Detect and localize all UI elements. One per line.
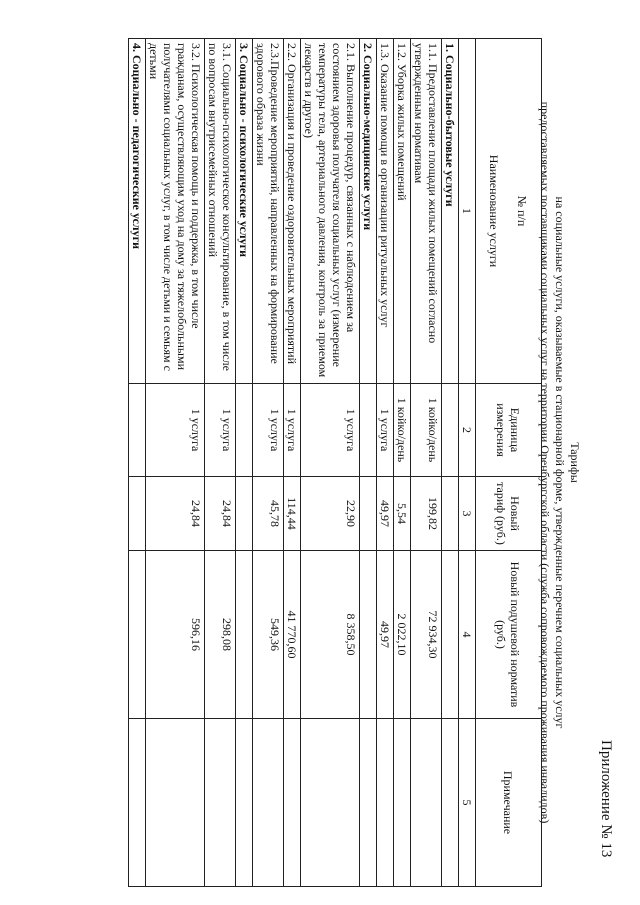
norm-cell: 72 934,30 — [411, 551, 442, 719]
service-name-cell: 4. Социально - педагогические услуги — [129, 39, 146, 384]
unit-cell: 1 услуга — [253, 384, 284, 477]
tariff-cell — [129, 477, 146, 551]
tariff-cell — [236, 477, 253, 551]
header-num: № п/п — [515, 195, 530, 227]
service-name-cell: 1. Социально-бытовые услуги — [442, 39, 459, 384]
unit-cell: 1 услуга — [146, 384, 205, 477]
note-cell — [360, 719, 377, 887]
section-row — [236, 39, 253, 887]
note-cell — [284, 719, 301, 887]
norm-cell: 596,16 — [146, 551, 205, 719]
heading-subtitle-1: на социальные услуги, оказываемые в стационарной форме, утвержденные перечнем социальных услуг — [553, 196, 567, 729]
service-name-cell: 2. Социально-медицинские услуги — [360, 39, 377, 384]
col-number: 4 — [459, 551, 476, 719]
note-cell — [205, 719, 236, 887]
service-name-cell: 2.3.Проведение мероприятий, направленных на формирование здорового образа жизни — [253, 39, 284, 384]
norm-cell — [129, 551, 146, 719]
note-cell — [146, 719, 205, 887]
table-row — [205, 39, 236, 887]
section-row — [129, 39, 146, 887]
unit-cell: 1 услуга — [377, 384, 394, 477]
tariff-cell: 24,84 — [146, 477, 205, 551]
tariffs-table — [128, 38, 542, 887]
service-name-cell: 2.1. Выполнение процедур, связанных с наблюдением за состоянием здоровья получателя социальных услуг (измерение температуры тела, артериального давления, контроль за приемом лекарств и другое) — [301, 39, 360, 384]
norm-cell: 298,08 — [205, 551, 236, 719]
note-cell — [301, 719, 360, 887]
annex-title: Приложение № 13 — [598, 740, 614, 858]
col-number: 1 — [459, 39, 476, 384]
col-number: 3 — [459, 477, 476, 551]
note-cell — [129, 719, 146, 887]
unit-cell: 1 услуга — [205, 384, 236, 477]
norm-cell — [360, 551, 377, 719]
service-name-cell: 3.2. Психологическая помощь и поддержка, в том числе гражданам, осуществляющим уход на дому за тяжелобольными получателями социальных услуг, в том числе детьми и семьям с детьми — [146, 39, 205, 384]
tariff-cell: 5,54 — [394, 477, 411, 551]
norm-cell — [442, 551, 459, 719]
table-row — [411, 39, 442, 887]
document-heading — [537, 40, 582, 885]
table-row — [284, 39, 301, 887]
norm-cell: 8 358,50 — [301, 551, 360, 719]
note-cell — [236, 719, 253, 887]
norm-cell: 549,36 — [253, 551, 284, 719]
note-cell — [442, 719, 459, 887]
tariff-cell — [442, 477, 459, 551]
heading-subtitle-2: предоставляемых поставщиками социальных услуг на территории Оренбургской области (служба сопровождаемого проживания инвалидов) — [538, 101, 552, 824]
table-body — [129, 39, 459, 887]
header-unit: Единица измерения — [476, 384, 542, 477]
service-name-cell: 1.2. Уборка жилых помещений — [394, 39, 411, 384]
tariff-cell: 24,84 — [205, 477, 236, 551]
unit-cell — [360, 384, 377, 477]
tariff-cell: 22,90 — [301, 477, 360, 551]
tariff-cell — [360, 477, 377, 551]
tariff-cell: 199,82 — [411, 477, 442, 551]
service-name-cell: 2.2. Организация и проведение оздоровительных мероприятий — [284, 39, 301, 384]
norm-cell: 49,97 — [377, 551, 394, 719]
heading-title: Тарифы — [568, 442, 582, 483]
service-name-cell: 3. Социально - психологические услуги — [236, 39, 253, 384]
table-row — [146, 39, 205, 887]
tariff-cell: 45,78 — [253, 477, 284, 551]
col-number: 2 — [459, 384, 476, 477]
header-name: Наименование услуги — [487, 154, 502, 268]
norm-cell — [236, 551, 253, 719]
header-name-cell — [476, 39, 542, 384]
table-row — [253, 39, 284, 887]
table-row — [394, 39, 411, 887]
col-number: 5 — [459, 719, 476, 887]
table-row — [377, 39, 394, 887]
service-name-cell: 1.1. Предоставление площади жилых помещений согласно утвержденным нормативам — [411, 39, 442, 384]
service-name-cell: 3.1. Социально-психологическое консультирование, в том числе по вопросам внутрисемейных отношений — [205, 39, 236, 384]
norm-cell: 41 770,60 — [284, 551, 301, 719]
unit-cell: 1 койко/день — [394, 384, 411, 477]
table-row — [301, 39, 360, 887]
unit-cell: 1 услуга — [284, 384, 301, 477]
tariff-cell: 114,44 — [284, 477, 301, 551]
section-row — [442, 39, 459, 887]
unit-cell: 1 услуга — [301, 384, 360, 477]
note-cell — [377, 719, 394, 887]
unit-cell — [236, 384, 253, 477]
unit-cell — [442, 384, 459, 477]
note-cell — [394, 719, 411, 887]
header-note: Примечание — [476, 719, 542, 887]
norm-cell: 2 022,10 — [394, 551, 411, 719]
section-row — [360, 39, 377, 887]
service-name-cell: 1.3. Оказание помощи в организации ритуальных услуг — [377, 39, 394, 384]
tariff-cell: 49,97 — [377, 477, 394, 551]
note-cell — [253, 719, 284, 887]
note-cell — [411, 719, 442, 887]
header-norm: Новый подушевой норматив (руб.) — [476, 551, 542, 719]
unit-cell: 1 койко/день — [411, 384, 442, 477]
unit-cell — [129, 384, 146, 477]
header-tariff: Новый тариф (руб.) — [476, 477, 542, 551]
